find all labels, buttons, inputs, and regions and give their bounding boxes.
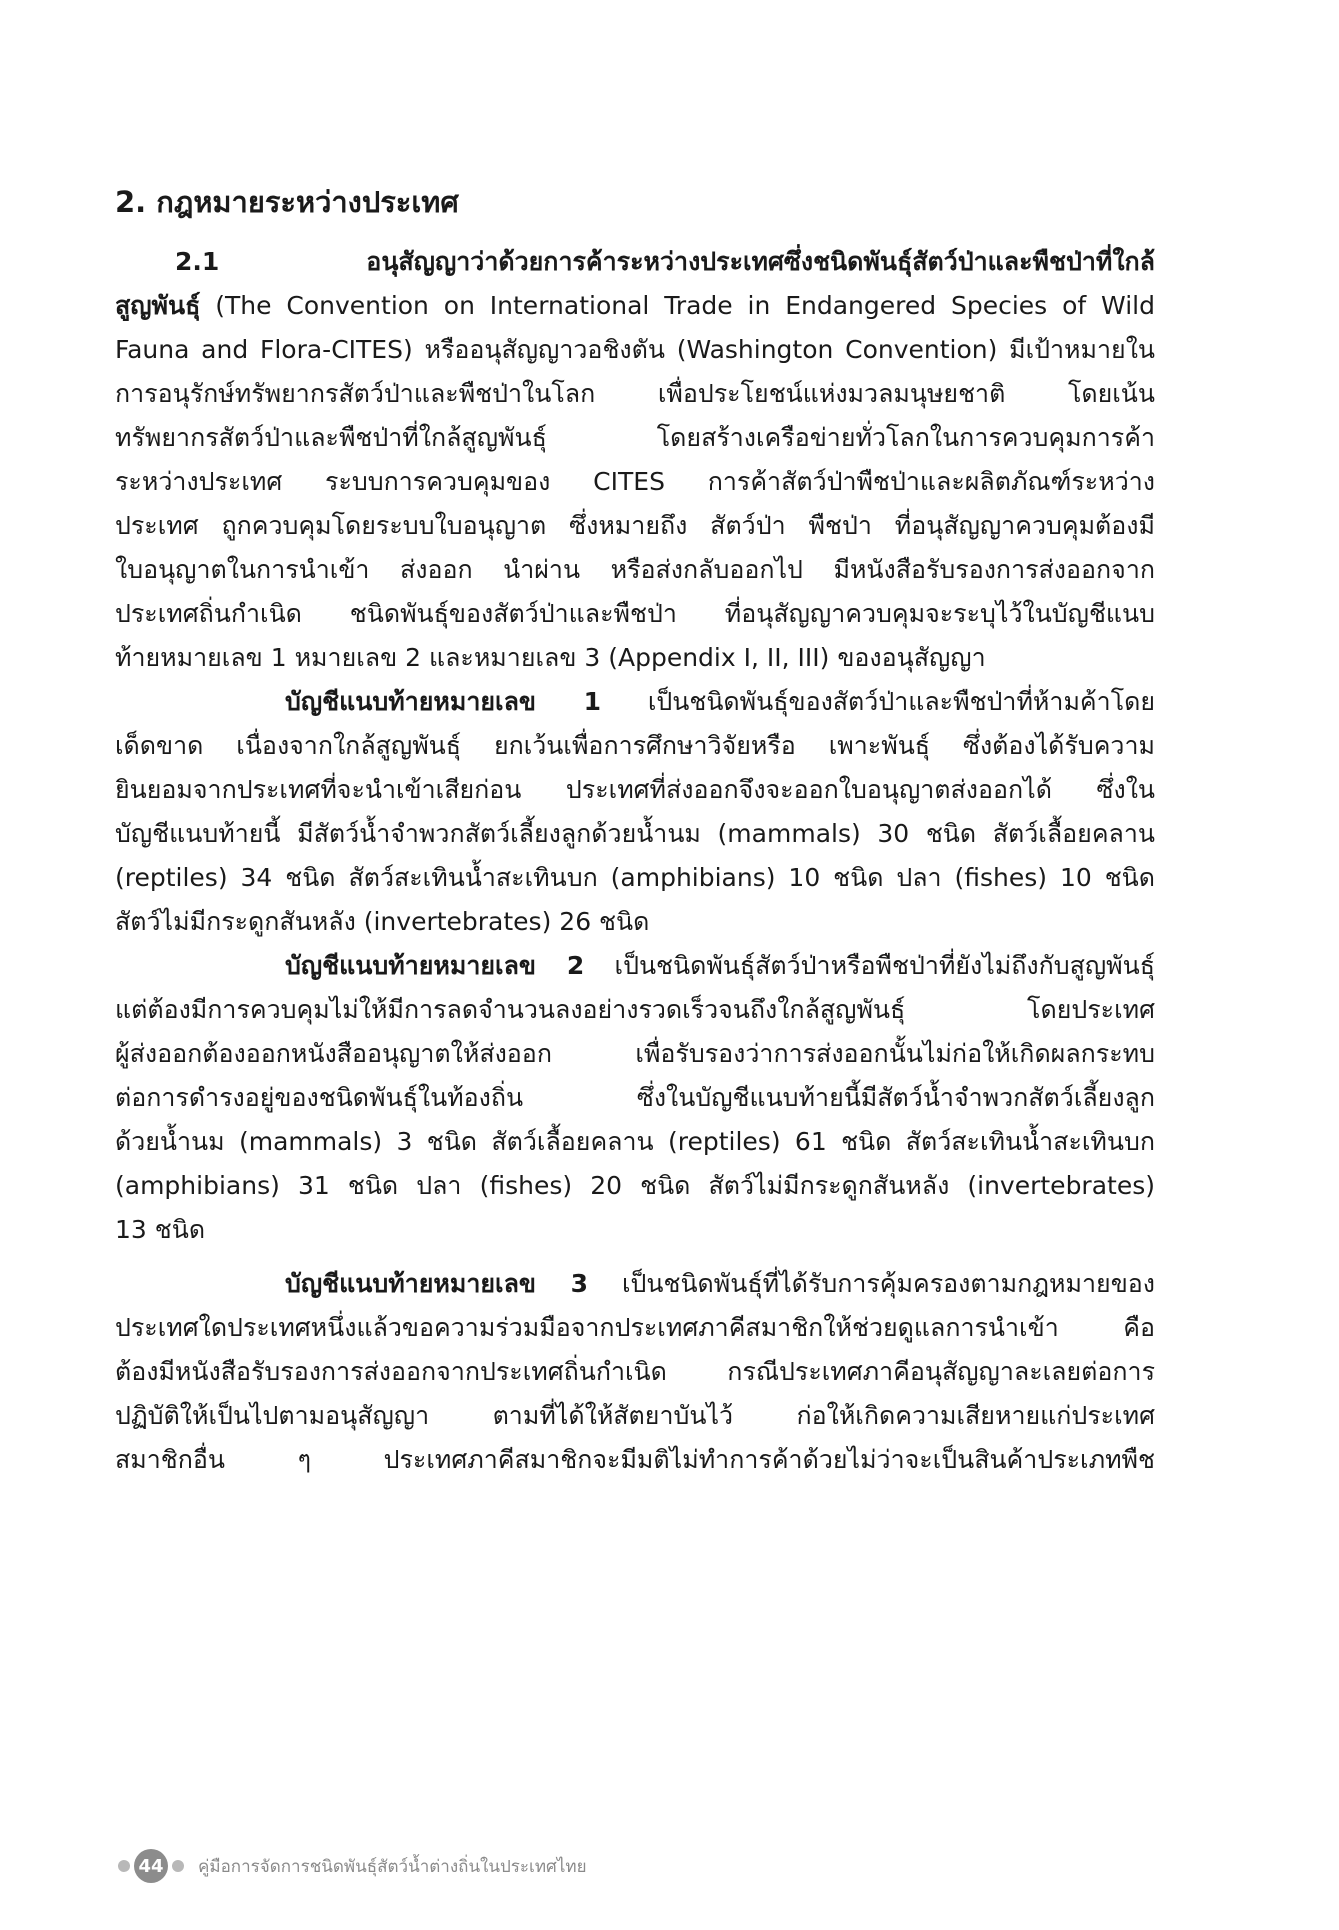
paragraph-line: ปฏิบัติให้เป็นไปตามอนุสัญญา ตามที่ได้ให้สัตยาบันไว้ ก่อให้เกิดความเสียหายแก่ประเทศ	[115, 1401, 1155, 1430]
paragraph-line: ประเทศ ถูกควบคุมโดยระบบใบอนุญาต ซึ่งหมายถึง สัตว์ป่า พืชป่า ที่อนุสัญญาควบคุมต้องมี	[115, 511, 1155, 540]
paragraph-line: เด็ดขาด เนื่องจากใกล้สูญพันธุ์ ยกเว้นเพื่อการศึกษาวิจัยหรือ เพาะพันธุ์ ซึ่งต้องได้รับความ	[115, 731, 1155, 760]
page-number: 44	[134, 1849, 168, 1883]
paragraph-line: สัตว์ไม่มีกระดูกสันหลัง (invertebrates) 26 ชนิด	[115, 907, 650, 936]
appendix-2-title: บัญชีแนบท้ายหมายเลข 2	[285, 951, 585, 980]
paragraph-line: Fauna and Flora-CITES) หรืออนุสัญญาวอชิงตัน (Washington Convention) มีเป้าหมายใน	[115, 335, 1155, 364]
bullet-icon	[118, 1860, 130, 1872]
paragraph-line: สมาชิกอื่น ๆ ประเทศภาคีสมาชิกจะมีมติไม่ทำการค้าด้วยไม่ว่าจะเป็นสินค้าประเภทพืช	[115, 1445, 1155, 1474]
paragraph-line: ระหว่างประเทศ ระบบการควบคุมของ CITES การค้าสัตว์ป่าพืชป่าและผลิตภัณฑ์ระหว่าง	[115, 467, 1155, 496]
paragraph-line: ผู้ส่งออกต้องออกหนังสืออนุญาตให้ส่งออก เพื่อรับรองว่าการส่งออกนั้นไม่ก่อให้เกิดผลกระทบ	[115, 1039, 1155, 1068]
appendix-1-title: บัญชีแนบท้ายหมายเลข 1	[285, 687, 601, 716]
paragraph-line: ใบอนุญาตในการนำเข้า ส่งออก นำผ่าน หรือส่งกลับออกไป มีหนังสือรับรองการส่งออกจาก	[115, 555, 1155, 584]
paragraph-line: ด้วยน้ำนม (mammals) 3 ชนิด สัตว์เลื้อยคลาน (reptiles) 61 ชนิด สัตว์สะเทินน้ำสะเทินบก	[115, 1127, 1155, 1156]
paragraph-line: ต่อการดำรงอยู่ของชนิดพันธุ์ในท้องถิ่น ซึ่งในบัญชีแนบท้ายนี้มีสัตว์น้ำจำพวกสัตว์เลี้ยงลูก	[115, 1083, 1155, 1112]
paragraph-line: แต่ต้องมีการควบคุมไม่ให้มีการลดจำนวนลงอย่างรวดเร็วจนถึงใกล้สูญพันธุ์ โดยประเทศ	[115, 995, 1155, 1024]
paragraph-line: (reptiles) 34 ชนิด สัตว์สะเทินน้ำสะเทินบก (amphibians) 10 ชนิด ปลา (fishes) 10 ชนิด	[115, 863, 1155, 892]
page-footer	[118, 1848, 587, 1884]
bullet-icon	[172, 1860, 184, 1872]
section-2-1-title-end: สูญพันธุ์	[115, 291, 201, 320]
paragraph-line: การอนุรักษ์ทรัพยากรสัตว์ป่าและพืชป่าในโลก เพื่อประโยชน์แห่งมวลมนุษยชาติ โดยเน้น	[115, 379, 1155, 408]
paragraph-line: บัญชีแนบท้ายหมายเลข 1 เป็นชนิดพันธุ์ของสัตว์ป่าและพืชป่าที่ห้ามค้าโดย	[285, 687, 1156, 716]
paragraph-line: สูญพันธุ์ (The Convention on International Trade in Endangered Species of Wild	[115, 291, 1155, 320]
paragraph-line: ท้ายหมายเลข 1 หมายเลข 2 และหมายเลข 3 (Appendix I, II, III) ของอนุสัญญา	[115, 643, 986, 672]
paragraph-line: บัญชีแนบท้ายหมายเลข 2 เป็นชนิดพันธุ์สัตว์ป่าหรือพืชป่าที่ยังไม่ถึงกับสูญพันธุ์	[285, 951, 1155, 980]
paragraph-line	[115, 240, 1155, 284]
paragraph-line: ต้องมีหนังสือรับรองการส่งออกจากประเทศถิ่นกำเนิด กรณีประเทศภาคีอนุสัญญาละเลยต่อการ	[115, 1357, 1155, 1386]
paragraph-line: ประเทศใดประเทศหนึ่งแล้วขอความร่วมมือจากประเทศภาคีสมาชิกให้ช่วยดูแลการนำเข้า คือ	[115, 1313, 1155, 1342]
section-heading: 2. กฎหมายระหว่างประเทศ	[115, 185, 459, 219]
footer-title: คู่มือการจัดการชนิดพันธุ์สัตว์น้ำต่างถิ่นในประเทศไทย	[198, 1856, 587, 1877]
appendix-3-title: บัญชีแนบท้ายหมายเลข 3	[285, 1269, 589, 1298]
paragraph-line: ประเทศถิ่นกำเนิด ชนิดพันธุ์ของสัตว์ป่าและพืชป่า ที่อนุสัญญาควบคุมจะระบุไว้ในบัญชีแนบ	[115, 599, 1155, 628]
paragraph-line: บัญชีแนบท้ายนี้ มีสัตว์น้ำจำพวกสัตว์เลี้ยงลูกด้วยน้ำนม (mammals) 30 ชนิด สัตว์เลื้อยคลาน	[115, 819, 1155, 848]
paragraph-line: (amphibians) 31 ชนิด ปลา (fishes) 20 ชนิด สัตว์ไม่มีกระดูกสันหลัง (invertebrates)	[115, 1171, 1155, 1200]
paragraph-line: 13 ชนิด	[115, 1215, 206, 1244]
paragraph-line: ยินยอมจากประเทศที่จะนำเข้าเสียก่อน ประเทศที่ส่งออกจึงจะออกใบอนุญาตส่งออกได้ ซึ่งใน	[115, 775, 1155, 804]
paragraph-line: ทรัพยากรสัตว์ป่าและพืชป่าที่ใกล้สูญพันธุ์ โดยสร้างเครือข่ายทั่วโลกในการควบคุมการค้า	[115, 423, 1155, 452]
section-2-1-title: 2.1 อนุสัญญาว่าด้วยการค้าระหว่างประเทศซึ่งชนิดพันธุ์สัตว์ป่าและพืชป่าที่ใกล้	[175, 247, 1155, 276]
paragraph-line: บัญชีแนบท้ายหมายเลข 3 เป็นชนิดพันธุ์ที่ได้รับการคุ้มครองตามกฎหมายของ	[285, 1269, 1156, 1298]
